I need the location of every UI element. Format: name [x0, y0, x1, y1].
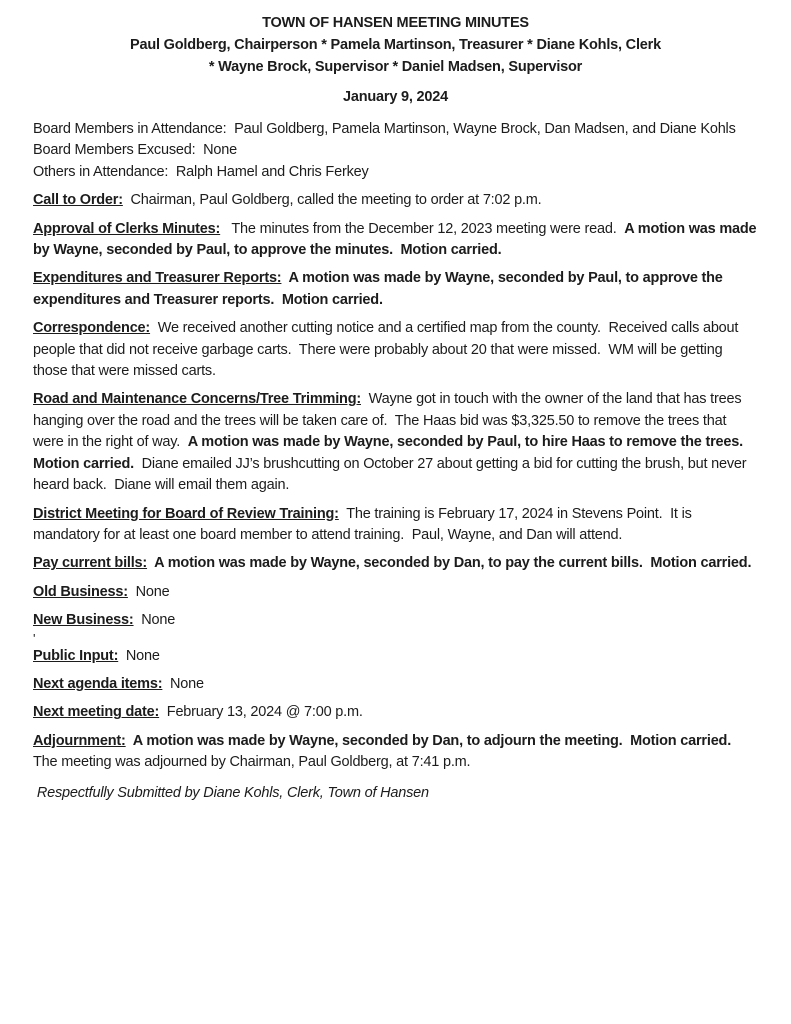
section-text-bold: A motion was made by Wayne, seconded by Paul, to approve the minutes. Motion carried.: [33, 220, 761, 259]
section-heading: Correspondence:: [33, 320, 151, 337]
officers-line-1: Paul Goldberg, Chairperson * Pamela Martinson, Treasurer * Diane Kohls, Clerk: [130, 37, 661, 53]
section-text: None: [127, 583, 170, 600]
section-heading: Pay current bills:: [33, 555, 148, 572]
section-text: The minutes from the December 12, 2023 meeting were read.: [220, 220, 625, 237]
section-text: Chairman, Paul Goldberg, called the meeting to order at 7:02 p.m.: [122, 192, 542, 209]
section-text: Diane emailed JJ’s brushcutting on October 27 about getting a bid for cutting the brush, but never heard back. Diane will email them again.: [33, 455, 751, 494]
section-text-bold: A motion was made by Wayne, seconded by Paul, to hire Haas to remove the trees. Motion carried.: [33, 434, 751, 472]
attendance-others: Others in Attendance: Ralph Hamel and Chris Ferkey: [33, 163, 369, 180]
section-heading: Expenditures and Treasurer Reports:: [33, 270, 282, 287]
section-heading: Next meeting date:: [33, 704, 160, 721]
section-heading: Public Input:: [33, 647, 119, 664]
section-text-bold: A motion was made by Wayne, seconded by Paul, to approve the expenditures and Treasurer reports. Motion carried.: [33, 270, 727, 308]
document-title: TOWN OF HANSEN MEETING MINUTES: [262, 15, 529, 31]
section-next-meeting-date: [33, 702, 758, 723]
section-pay-current-bills: [33, 553, 758, 574]
attendance-block: [33, 119, 758, 183]
section-text: The training is February 17, 2024 in Stevens Point. It is mandatory for at least one board member to attend training. Paul, Wayne, and Dan will attend.: [33, 505, 696, 543]
section-text: The meeting was adjourned by Chairman, Paul Goldberg, at 7:41 p.m.: [33, 732, 739, 771]
section-text: Wayne got in touch with the owner of the land that has trees hanging over the road and the trees will be taken care of. The Haas bid was $3,325.50 to remove the trees that were in the right of way.: [33, 391, 746, 451]
section-adjournment: [33, 731, 758, 774]
section-old-business: [33, 582, 758, 603]
section-heading: Approval of Clerks Minutes:: [33, 220, 221, 237]
attendance-excused: Board Members Excused: None: [33, 142, 237, 159]
section-text: None: [162, 675, 204, 692]
section-district-meeting-training: [33, 504, 758, 547]
section-next-agenda-items: [33, 674, 758, 695]
section-text: We received another cutting notice and a certified map from the county. Received calls about people that did not receive garbage carts. There were probably about 20 that were missed. WM will be getting those that were missed carts.: [33, 320, 743, 380]
section-call-to-order: [33, 190, 758, 211]
section-correspondence: [33, 318, 758, 382]
section-heading: New Business:: [33, 612, 134, 629]
section-road-maintenance-tree-trimming: [33, 389, 758, 496]
section-expenditures-treasurer-reports: [33, 268, 758, 311]
section-text: February 13, 2024 @ 7:00 p.m.: [159, 704, 363, 721]
section-text: None: [133, 612, 176, 629]
section-text: None: [118, 647, 160, 664]
section-heading: Call to Order:: [33, 192, 123, 209]
clerk-signature: Respectfully Submitted by Diane Kohls, Clerk, Town of Hansen: [33, 784, 429, 801]
stray-mark: ': [33, 630, 36, 646]
meeting-date: January 9, 2024: [342, 89, 449, 105]
section-approval-of-clerks-minutes: [33, 219, 761, 262]
section-text-bold: A motion was made by Wayne, seconded by Dan, to adjourn the meeting. Motion carried.: [125, 732, 732, 749]
section-public-input: [33, 646, 758, 667]
officers-line-2: * Wayne Brock, Supervisor * Daniel Madsen, Supervisor: [208, 59, 583, 75]
section-text-bold: A motion was made by Wayne, seconded by Dan, to pay the current bills. Motion carried.: [147, 555, 752, 572]
section-heading: Adjournment:: [33, 732, 126, 749]
section-heading: District Meeting for Board of Review Training:: [33, 505, 339, 522]
section-heading: Old Business:: [33, 583, 128, 600]
section-heading: Next agenda items:: [33, 675, 163, 692]
section-new-business: [33, 610, 758, 631]
attendance-in-attendance: Board Members in Attendance: Paul Goldberg, Pamela Martinson, Wayne Brock, Dan Madsen, and Diane Kohls: [33, 121, 736, 137]
section-heading: Road and Maintenance Concerns/Tree Trimming:: [33, 391, 361, 408]
